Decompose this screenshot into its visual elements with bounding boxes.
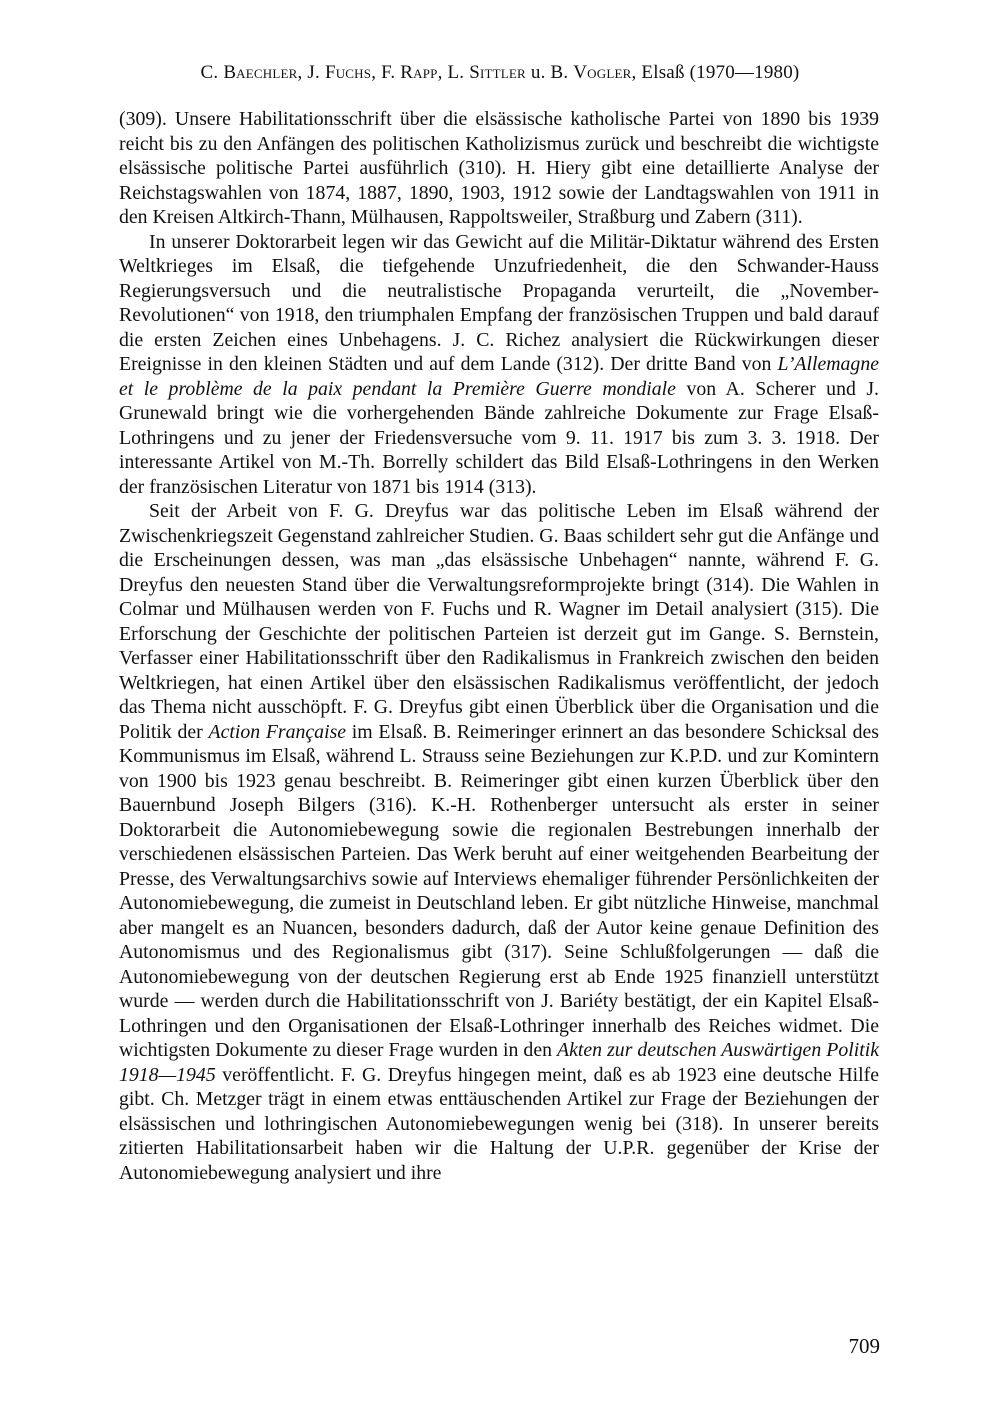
- header-author-baechler: Baechler: [223, 62, 298, 83]
- header-conjunction: u. B.: [530, 62, 569, 83]
- paragraph-3-text-c: veröffentlicht. F. G. Dreyfus hingegen meint, daß es ab 1923 eine deutsche Hilfe gibt. Ch. Metzger trägt in einem etwas enttäuschenden Artikel zur Frage der Beziehungen der elsässischen und lothringischen Autonomiebewegungen wenig bei (318). In unserer bereits zitierten Habilitationsarbeit haben wir die Haltung der U.P.R. gegenüber der Krise der Autonomiebewegung analysiert und ihre: [119, 1063, 879, 1184]
- paragraph-3-title-action-francaise: Action Française: [208, 720, 347, 743]
- page-number: 709: [848, 1334, 880, 1358]
- paragraph-1-text: (309). Unsere Habilitationsschrift über die elsässische katholische Partei von 1890 bis 1939 reicht bis zu den Anfängen des politischen Katholizismus zurück und beschreibt die wichtigste elsässische politische Partei ausführlich (310). H. Hiery gibt eine detaillierte Analyse der Reichstagswahlen von 1874, 1887, 1890, 1903, 1912 sowie der Landtagswahlen von 1911 in den Kreisen Altkirch-Thann, Mülhausen, Rappoltsweiler, Straßburg und Zabern (311).: [119, 108, 879, 228]
- paragraph-2-text-b: von A. Scherer und J. Grunewald bringt wie die vorhergehenden Bände zahlreiche Dokumente zur Frage Elsaß-Lothringens und zu jener der Friedensversuche vom 9. 11. 1917 bis zum 3. 3. 1918. Der interessante Artikel von M.-Th. Borrelly schildert das Bild Elsaß-Lothringens in den Werken der französischen Literatur von 1871 bis 1914 (313).: [119, 377, 880, 498]
- header-initial-c: C.: [200, 62, 219, 83]
- header-initial-f: , F.: [371, 62, 396, 83]
- header-initial-j: , J.: [297, 62, 320, 83]
- header-author-rapp: Rapp: [400, 62, 438, 83]
- header-author-fuchs: Fuchs: [324, 62, 372, 83]
- paragraph-3-title-akten: Akten zur deutschen Auswärtigen Politik 1918—1945: [119, 1039, 879, 1086]
- paragraph-2-text-a: In unserer Doktorarbeit legen wir das Gewicht auf die Militär-Diktatur während des Ersten Weltkrieges im Elsaß, die tiefgehende Unzufriedenheit, die den Schwander-Hauss Regierungsversuch und die neutralistische Propaganda verurteilt, die „November-Revolutionen“ von 1918, den triumphalen Empfang der französischen Truppen und bald darauf die ersten Zeichen eines Unbehagens. J. C. Richez analysiert die Rückwirkungen dieser Ereignisse in den kleinen Städten und auf dem Lande (312). Der dritte Band von: [119, 230, 879, 375]
- paragraph-3-text-a: Seit der Arbeit von F. G. Dreyfus war das politische Leben im Elsaß während der Zwischenkriegszeit Gegenstand zahlreicher Studien. G. Baas schildert sehr gut die Anfänge und die Erscheinungen dessen, was man „das elsässische Unbehagen“ nannte, während F. G. Dreyfus den neuesten Stand über die Verwaltungsreformprojekte bringt (314). Die Wahlen in Colmar und Mülhausen werden von F. Fuchs und R. Wagner im Detail analysiert (315). Die Erforschung der Geschichte der politischen Parteien ist derzeit gut im Gange. S. Bernstein, Verfasser einer Habilitationsschrift über den Radikalismus in Frankreich zwischen den beiden Weltkriegen, hat einen Artikel über den elsässischen Radikalismus veröffentlicht, der jedoch das Thema nicht ausschöpft. F. G. Dreyfus gibt einen Überblick über die Organisation und die Politik der: [119, 500, 879, 743]
- header-title-tail: , Elsaß (1970—1980): [631, 62, 800, 83]
- paragraph-3-text-b: im Elsaß. B. Reimeringer erinnert an das besondere Schicksal des Kommunismus im Elsaß, während L. Strauss seine Beziehungen zur K.P.D. und zur Komintern von 1900 bis 1923 genau beschreibt. B. Reimeringer gibt einen kurzen Überblick über den Bauernbund Joseph Bilgers (316). K.-H. Rothenberger untersucht als erster in seiner Doktorarbeit die Autonomiebewegung sowie die regionalen Bestrebungen innerhalb der verschiedenen elsässischen Parteien. Das Werk beruht auf einer weitgehenden Bearbeitung der Presse, des Verwaltungsarchivs sowie auf Interviews ehemaliger führender Persönlichkeiten der Autonomiebewegung, die zumeist in Deutschland leben. Er gibt nützliche Hinweise, manchmal aber mangelt es an Nuancen, besonders dadurch, daß der Autor keine genaue Definition des Autonomismus und des Regionalismus gibt (317). Seine Schlußfolgerungen — daß die Autonomiebewegung von der deutschen Regierung erst ab Ende 1925 finanziell unterstützt wurde — werden durch die Habilitationsschrift von J. Bariéty bestätigt, der ein Kapitel Elsaß-Lothringen und den Organisationen der Elsaß-Lothringer innerhalb des Reiches widmet. Die wichtigsten Dokumente zu dieser Frage wurden in den: [119, 720, 880, 1061]
- paragraph-2: [119, 230, 879, 500]
- paragraph-3: [119, 499, 879, 1185]
- header-author-vogler: Vogler: [573, 62, 632, 83]
- paragraph-2-book-title: L’Allemagne et le problème de la paix pendant la Première Guerre mondiale: [119, 353, 879, 400]
- header-initial-l: , L.: [437, 62, 465, 83]
- header-author-sittler: Sittler: [469, 62, 526, 83]
- body-text: [119, 107, 879, 1185]
- paragraph-1: [119, 107, 879, 230]
- running-header: [120, 62, 880, 84]
